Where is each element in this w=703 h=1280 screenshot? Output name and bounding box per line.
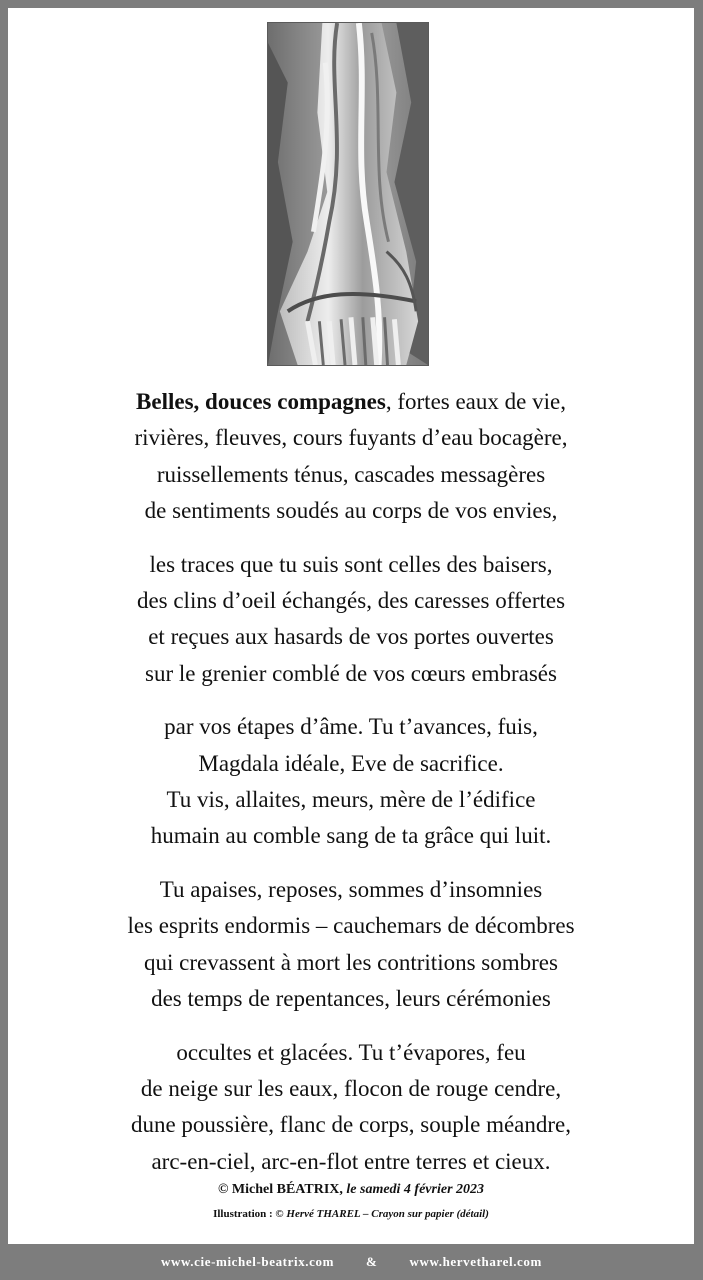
poem-line: rivières, fleuves, cours fuyants d’eau bocagère,: [134, 425, 568, 451]
poem-line: des clins d’oeil échangés, des caresses offertes: [136, 588, 566, 614]
fabric-drawing-image: [267, 22, 429, 366]
poem-line: ruissellements ténus, cascades messagères: [156, 461, 546, 487]
poem-line: par vos étapes d’âme. Tu t’avances, fuis,: [164, 714, 538, 740]
poem-line: qui crevassent à mort les contritions sombres: [144, 949, 558, 975]
illustration-detail: Hervé THAREL – Crayon sur papier (détail): [286, 1208, 489, 1220]
poem-line: de neige sur les eaux, flocon de rouge cendre,: [140, 1075, 562, 1101]
stanza: [8, 709, 694, 855]
poem-line: Tu vis, allaites, meurs, mère de l’édifice: [166, 787, 536, 813]
poem-line-text: , fortes eaux de vie,: [385, 389, 566, 414]
drapery-drawing: [268, 23, 428, 365]
stanza: [8, 1035, 694, 1181]
illustration-prefix: Illustration : ©: [213, 1208, 287, 1220]
poem-line: arc-en-ciel, arc-en-flot entre terres et cieux.: [151, 1148, 551, 1174]
author-credit: [8, 1182, 694, 1198]
poem-line: de sentiments soudés au corps de vos envies,: [144, 498, 558, 524]
poem-card: [8, 8, 694, 1244]
poem-line: dune poussière, flanc de corps, souple méandre,: [130, 1112, 572, 1138]
poem-line: les esprits endormis – cauchemars de décombres: [127, 913, 575, 939]
poem-line: Tu apaises, reposes, sommes d’insomnies: [159, 876, 543, 902]
footer-link-herve-tharel[interactable]: www.hervetharel.com: [409, 1254, 542, 1269]
footer-link-michel-beatrix[interactable]: www.cie-michel-beatrix.com: [161, 1254, 335, 1269]
poem-line: et reçues aux hasards de vos portes ouvertes: [148, 624, 554, 650]
footer-links: [0, 1244, 703, 1280]
stanza: [8, 872, 694, 1018]
stanza: [8, 384, 694, 530]
poem-line: [8, 384, 694, 420]
poem-line: occultes et glacées. Tu t’évapores, feu: [176, 1039, 526, 1065]
poem-line: Magdala idéale, Eve de sacrifice.: [198, 750, 504, 776]
author-name: © Michel BÉATRIX,: [217, 1182, 347, 1197]
poem-line: sur le grenier comblé de vos cœurs embrasés: [145, 660, 557, 686]
poem: [8, 384, 694, 1197]
stanza: [8, 547, 694, 693]
illustration-credit: [8, 1208, 694, 1220]
poem-title-bold: Belles, douces compagnes: [136, 389, 386, 414]
poem-line: des temps de repentances, leurs cérémonies: [151, 986, 551, 1012]
poem-date: le samedi 4 février 2023: [346, 1182, 485, 1197]
poem-line: les traces que tu suis sont celles des baisers,: [149, 551, 553, 577]
footer-separator: &: [366, 1254, 378, 1269]
poem-line: humain au comble sang de ta grâce qui luit.: [150, 823, 552, 849]
